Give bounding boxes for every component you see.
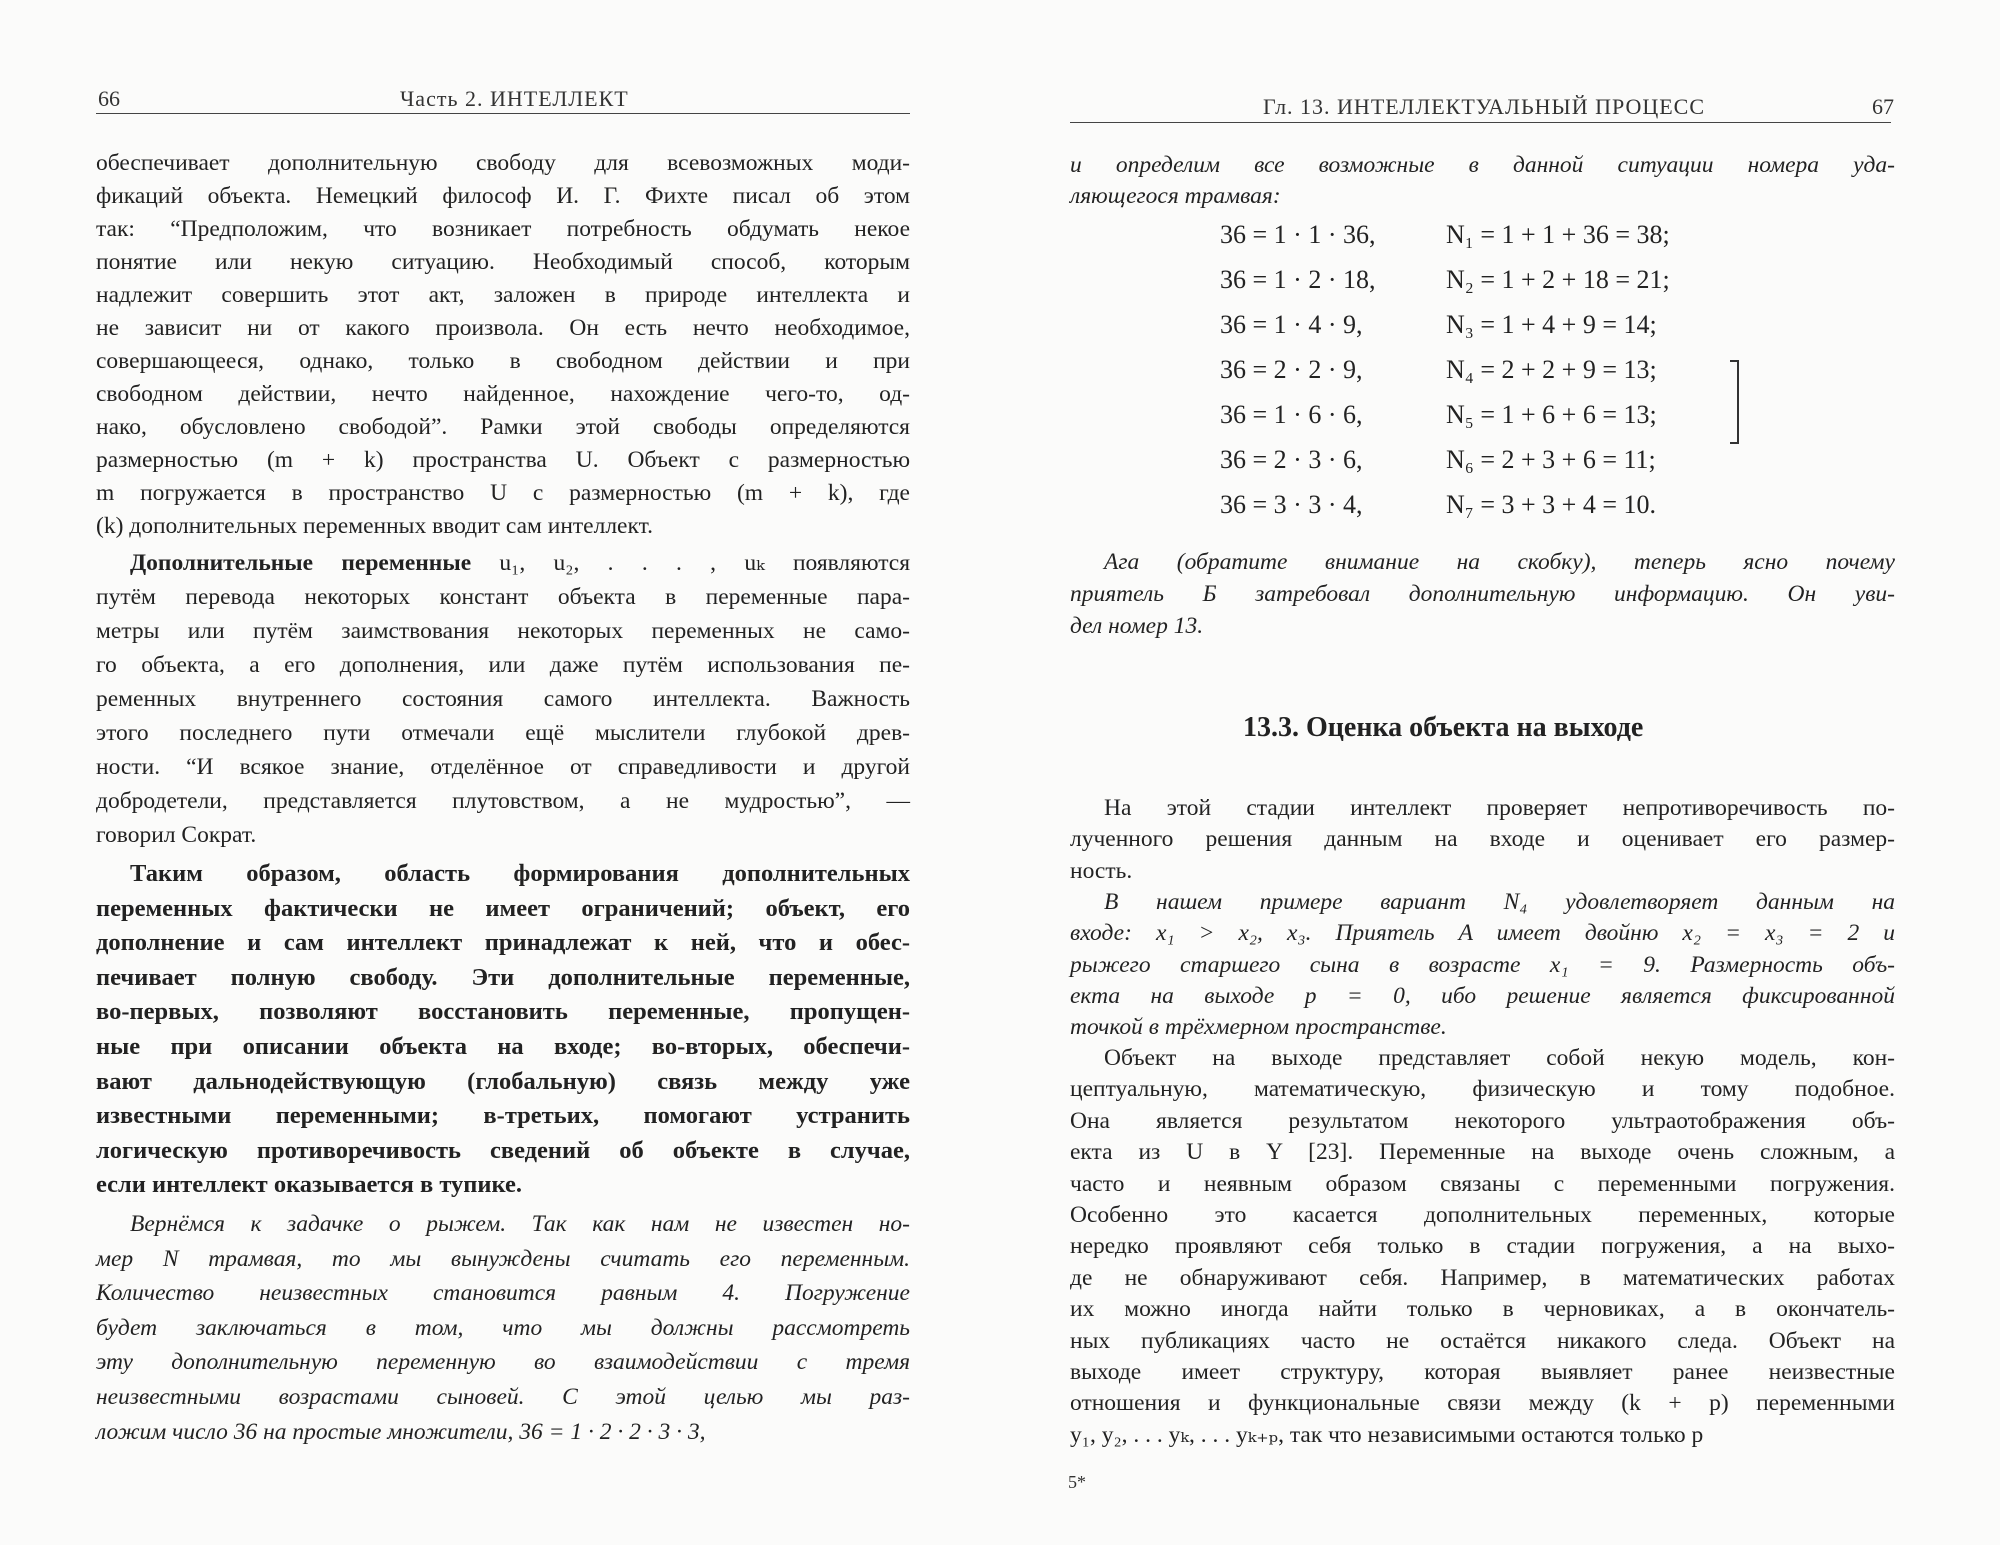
text-line: говорил Сократ. (96, 822, 257, 848)
text-line: Объект на выходе представляет собой некую модель, кон- (1104, 1045, 1895, 1071)
text-line: так: “Предположим, что возникает потребность обдумать некое (96, 216, 910, 242)
running-head: Гл. 13. ИНТЕЛЛЕКТУАЛЬНЫЙ ПРОЦЕСС (1263, 94, 1706, 119)
text-line: Она является результатом некоторого ультраотображения объ- (1070, 1107, 1895, 1134)
tram-number-sum: N₆ = 2 + 3 + 6 = 11; (1446, 445, 1656, 474)
text-line: нако, обусловлено свободой”. Рамки этой свободы определяются (96, 414, 910, 440)
text-line: ность. (1070, 857, 1133, 884)
tram-number-sum: N₂ = 1 + 2 + 18 = 21; (1446, 265, 1670, 294)
factorization: 36 = 1 · 6 · 6, (1220, 400, 1363, 429)
text-line: (k) дополнительных переменных вводит сам интеллект. (96, 513, 653, 539)
tram-number-sum: N₃ = 1 + 4 + 9 = 14; (1446, 310, 1657, 339)
text-line: На этой стадии интеллект проверяет непротиворечивость по- (1104, 795, 1895, 821)
paragraph (96, 147, 910, 543)
text-line: Особенно это касается дополнительных переменных, которые (1070, 1202, 1895, 1229)
text-line: y₁, y₂, . . . yₖ, . . . yₖ₊ₚ, так что независимыми остаются только p (1070, 1421, 1704, 1448)
text-line: цептуальную, математическую, физическую и тому подобное. (1070, 1076, 1895, 1103)
text-line: будет заключаться в том, что мы должны рассмотреть (96, 1314, 910, 1341)
text-line: Вернёмся к задачке о рыжем. Так как нам не известен но- (130, 1211, 910, 1237)
text-line: добродетели, представляется плутовством, а не мудростью”, — (96, 788, 910, 814)
factorization: 36 = 2 · 3 · 6, (1220, 445, 1363, 474)
paragraph (1070, 1043, 1895, 1451)
text-line: этого последнего пути отмечали ещё мыслители глубокой древ- (96, 720, 910, 746)
text-line: их можно иногда найти только в черновиках, а в окончатель- (1070, 1296, 1895, 1323)
text-line: екта на выходе p = 0, ибо решение является фиксированной (1070, 982, 1895, 1009)
text-line: и определим все возможные в данной ситуации номера уда- (1070, 152, 1895, 178)
text-line: го объекта, а его дополнения, или даже путём использования пе- (96, 652, 910, 678)
factorization: 36 = 3 · 3 · 4, (1220, 490, 1363, 519)
running-head: Часть 2. ИНТЕЛЛЕКТ (400, 86, 629, 111)
text-line: переменных фактически не имеет ограничений; объект, его (96, 894, 910, 922)
text-line: логическую противоречивость сведений об объекте в случае, (96, 1136, 910, 1164)
text-line: дел номер 13. (1070, 613, 1204, 639)
tram-number-sum: N₄ = 2 + 2 + 9 = 13; (1446, 355, 1657, 384)
text-line: В нашем примере вариант N₄ удовлетворяет данным на (1104, 889, 1895, 915)
tram-number-sum: N₁ = 1 + 1 + 36 = 38; (1446, 220, 1670, 249)
text-line: совершающееся, однако, только в свободном действии и при (96, 348, 910, 374)
text-line: фикаций объекта. Немецкий философ И. Г. Фихте писал об этом (96, 183, 910, 209)
text-line: ложим число 36 на простые множители, 36 = 1 · 2 · 2 · 3 · 3, (96, 1418, 706, 1445)
paragraph (96, 546, 910, 852)
text-line: размерностью (m + k) пространства U. Объект с размерностью (96, 447, 910, 473)
page-number: 66 (98, 86, 120, 111)
text-line: путём перевода некоторых констант объекта в переменные пара- (96, 584, 910, 610)
text-line: Ага (обратите внимание на скобку), теперь ясно почему (1104, 549, 1895, 575)
text-line (96, 546, 910, 580)
text-line: точкой в трёхмерном пространстве. (1070, 1014, 1447, 1041)
text-line: входе: x₁ > x₂, x₃. Приятель A имеет двойню x₂ = x₃ = 2 и (1070, 920, 1895, 947)
text-line: печивает полную свободу. Эти дополнительные переменные, (96, 963, 910, 991)
text-line: обеспечивает дополнительную свободу для всевозможных моди- (96, 150, 910, 176)
text-line: рыжего старшего сына в возрасте x₁ = 9. Размерность объ- (1070, 951, 1895, 978)
tram-number-sum: N₅ = 1 + 6 + 6 = 13; (1446, 400, 1657, 429)
line-text: u₁, u₂, . . . , uₖ появляются (471, 550, 910, 576)
text-line: во-первых, позволяют восстановить переменные, пропущен- (96, 998, 910, 1026)
paragraph-italic (1070, 150, 1895, 212)
text-line: если интеллект оказывается в тупике. (96, 1171, 523, 1199)
paragraph-italic (1070, 546, 1895, 642)
paragraph-italic (1070, 887, 1895, 1043)
text-line: часто и неявным образом связаны с переменными погружения. (1070, 1170, 1895, 1197)
paragraph-italic (96, 1207, 910, 1449)
section-heading: 13.3. Оценка объекта на выходе (1243, 712, 1644, 743)
text-line: ности. “И всякое знание, отделённое от справедливости и другой (96, 754, 910, 780)
signature-mark: 5* (1068, 1472, 1086, 1492)
text-line: ременных внутреннего состояния самого интеллекта. Важность (96, 686, 910, 712)
factorization: 36 = 1 · 1 · 36, (1220, 220, 1376, 249)
factorization: 36 = 1 · 2 · 18, (1220, 265, 1376, 294)
text-line: m погружается в пространство U с размерностью (m + k), где (96, 480, 910, 506)
lead-term: Дополнительные переменные (130, 550, 472, 576)
text-line: Количество неизвестных становится равным 4. Погружение (96, 1280, 910, 1307)
right-page (1000, 0, 2000, 1545)
header-rule (96, 113, 910, 114)
text-line: дополнение и сам интеллект принадлежат к ней, что и обес- (96, 929, 910, 957)
factorization: 36 = 2 · 2 · 9, (1220, 355, 1363, 384)
text-line: эту дополнительную переменную во взаимодействии с тремя (96, 1349, 910, 1376)
text-line: надлежит совершить этот акт, заложен в природе интеллекта и (96, 282, 910, 308)
text-line: метры или путём заимствования некоторых переменных не само- (96, 618, 910, 644)
text-line: лученного решения данным на входе и оценивает его размер- (1070, 826, 1895, 853)
text-line: мер N трамвая, то мы вынуждены считать его переменным. (96, 1245, 910, 1272)
tram-number-sum: N₇ = 3 + 3 + 4 = 10. (1446, 490, 1656, 519)
bracket (1730, 360, 1739, 444)
text-line: понятие или некую ситуацию. Необходимый способ, которым (96, 249, 910, 275)
text-line: вают дальнодействующую (глобальную) связь между уже (96, 1067, 910, 1095)
page-number: 67 (1872, 94, 1894, 119)
text-line: ляющегося трамвая: (1070, 183, 1281, 209)
text-line: ных публикациях часто не остаётся никакого следа. Объект на (1070, 1327, 1895, 1354)
paragraph-bold (96, 857, 910, 1203)
text-line: ные при описании объекта на входе; во-вторых, обеспечи- (96, 1032, 910, 1060)
text-line: выходе имеет структуру, которая выявляет ранее неизвестные (1070, 1359, 1895, 1386)
text-line: приятель Б затребовал дополнительную информацию. Он уви- (1070, 581, 1895, 607)
text-line: свободном действии, нечто найденное, нахождение чего-то, од- (96, 381, 910, 407)
paragraph (1070, 793, 1895, 887)
text-line: неизвестными возрастами сыновей. С этой целью мы раз- (96, 1383, 910, 1410)
factorization: 36 = 1 · 4 · 9, (1220, 310, 1363, 339)
text-line: де не обнаруживают себя. Например, в математических работах (1070, 1264, 1895, 1291)
text-line: отношения и функциональные связи между (k + p) переменными (1070, 1390, 1895, 1417)
text-line: не зависит ни от какого произвола. Он есть нечто необходимое, (96, 315, 910, 341)
text-line: Таким образом, область формирования дополнительных (130, 860, 910, 887)
text-line: екта из U в Y [23]. Переменные на выходе очень сложным, а (1070, 1139, 1895, 1166)
text-line: известными переменными; в-третьих, помогают устранить (96, 1102, 910, 1130)
header-rule (1070, 122, 1891, 123)
text-line: нередко проявляют себя только в стадии погружения, а на выхо- (1070, 1233, 1895, 1260)
